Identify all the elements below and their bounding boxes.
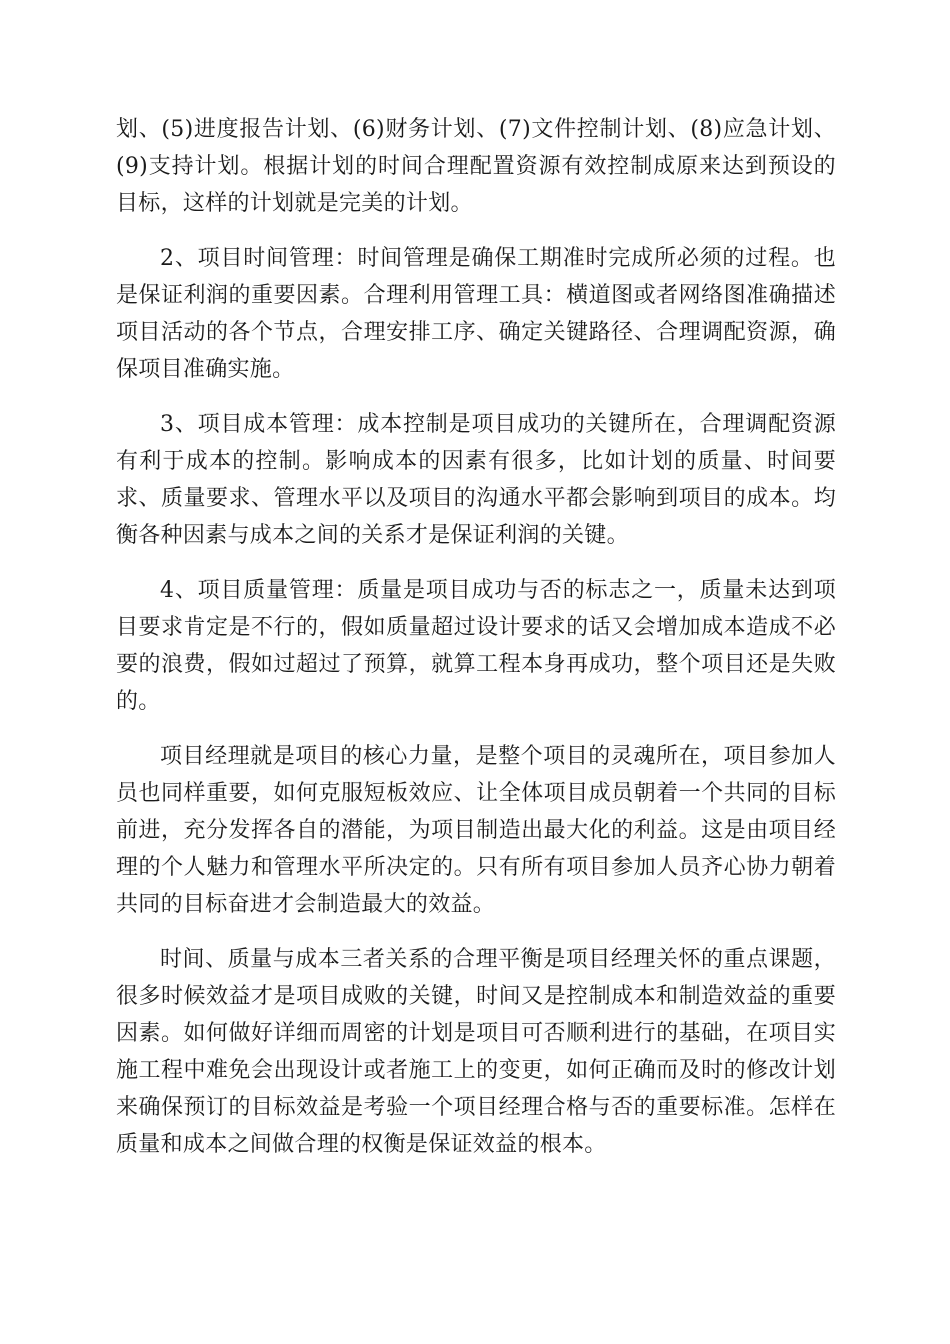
paragraph-time-management: 2、项目时间管理：时间管理是确保工期准时完成所必须的过程。也是保证利润的重要因素。合理利用管理工具：横道图或者网络图准确描述项目活动的各个节点，合理安排工序、确定关键路径、合理调配资源，确保项目准确实施。 bbox=[116, 246, 836, 382]
paragraph-cost-management: 3、项目成本管理：成本控制是项目成功的关键所在，合理调配资源有利于成本的控制。影响成本的因素有很多，比如计划的质量、时间要求、质量要求、管理水平以及项目的沟通水平都会影响到项目的成本。均衡各种因素与成本之间的关系才是保证利润的关键。 bbox=[116, 412, 836, 548]
paragraph-quality-management: 4、项目质量管理：质量是项目成功与否的标志之一，质量未达到项目要求肯定是不行的，假如质量超过设计要求的话又会增加成本造成不必要的浪费，假如过超过了预算，就算工程本身再成功，整个项目还是失败的。 bbox=[116, 578, 836, 714]
paragraph-balance: 时间、质量与成本三者关系的合理平衡是项目经理关怀的重点课题，很多时候效益才是项目成败的关键，时间又是控制成本和制造效益的重要因素。如何做好详细而周密的计划是项目可否顺利进行的基础，在项目实施工程中难免会出现设计或者施工上的变更，如何正确而及时的修改计划来确保预订的目标效益是考验一个项目经理合格与否的重要标准。怎样在质量和成本之间做合理的权衡是保证效益的根本。 bbox=[116, 947, 836, 1157]
paragraph-plan-list: 划、(5)进度报告计划、(6)财务计划、(7)文件控制计划、(8)应急计划、(9)支持计划。根据计划的时间合理配置资源有效控制成原来达到预设的目标，这样的计划就是完美的计划。 bbox=[116, 117, 836, 216]
document-body bbox=[116, 111, 836, 1181]
paragraph-project-manager: 项目经理就是项目的核心力量，是整个项目的灵魂所在，项目参加人员也同样重要，如何克服短板效应、让全体项目成员朝着一个共同的目标前进，充分发挥各自的潜能，为项目制造出最大化的利益。这是由项目经理的个人魅力和管理水平所决定的。只有所有项目参加人员齐心协力朝着共同的目标奋进才会制造最大的效益。 bbox=[116, 744, 836, 917]
